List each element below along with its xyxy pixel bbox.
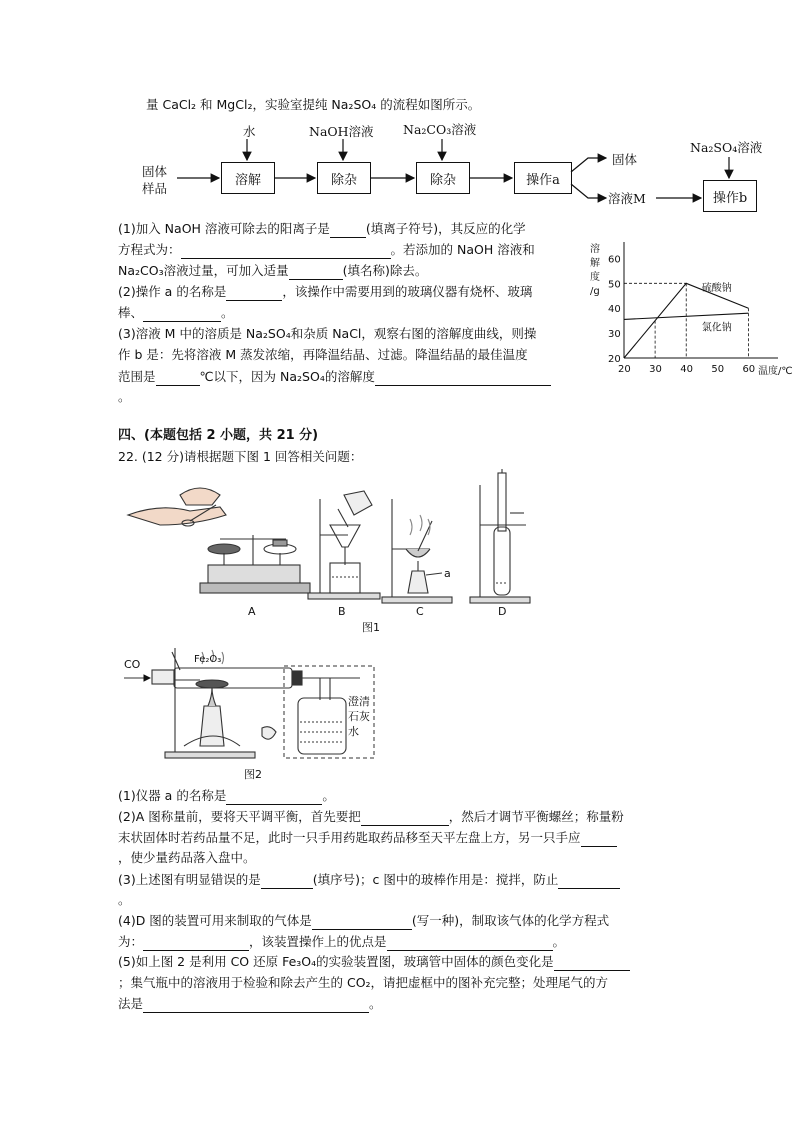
reagent-naoh: NaOH溶液 bbox=[309, 124, 374, 139]
flow-start-label: 固体 样品 bbox=[142, 164, 168, 196]
q22-line-7 bbox=[118, 912, 609, 930]
flow-arrows bbox=[0, 0, 794, 240]
y-tick-label: 20 bbox=[608, 354, 621, 365]
fig1-label-instrument-a: a bbox=[444, 567, 451, 580]
series-label-na2so4: 硫酸钠 bbox=[701, 282, 732, 294]
answer-blank[interactable] bbox=[554, 956, 630, 971]
answer-blank[interactable] bbox=[156, 371, 200, 386]
answer-blank[interactable] bbox=[143, 307, 221, 322]
y-tick-label: 30 bbox=[608, 329, 621, 341]
y-axis-title: 解 bbox=[590, 258, 600, 269]
series-label-nacl: 氯化钠 bbox=[701, 322, 732, 334]
figure-1 bbox=[120, 465, 540, 635]
q21-text: (填离子符号)，其反应的化学 bbox=[365, 221, 526, 236]
q22-text: 法是 bbox=[118, 996, 144, 1011]
x-tick-label: 30 bbox=[649, 364, 662, 375]
answer-blank[interactable] bbox=[375, 371, 551, 386]
q22-text: 末状固体时若药品量不足，此时一只手用药匙取药品移至天平左盘上方，另一只手应 bbox=[118, 830, 581, 845]
q22-line-5 bbox=[118, 871, 620, 889]
flow-box-purify-2: 除杂 bbox=[416, 162, 470, 194]
fig1-label-c: C bbox=[416, 605, 424, 618]
q22-line-2 bbox=[118, 808, 624, 826]
q21-text: (2)操作 a 的名称是 bbox=[118, 284, 227, 299]
q22-text: (4)D 图的装置可用来制取的气体是 bbox=[118, 913, 312, 928]
fig1-label-d: D bbox=[498, 605, 507, 618]
q22-line-10: ；集气瓶中的溶液用于检验和除去产生的 CO₂，请把虚框中的图补充完整；处理尾气的方 bbox=[118, 975, 609, 990]
evaporation-apparatus bbox=[382, 499, 452, 603]
balance-apparatus bbox=[128, 488, 310, 593]
x-tick-label: 50 bbox=[711, 364, 725, 375]
q21-text: ，该操作中需要用到的玻璃仪器有烧杯、玻璃 bbox=[282, 284, 533, 299]
intro-text: 量 CaCl₂ 和 MgCl₂，实验室提纯 Na₂SO₄ 的流程如图所示。 bbox=[146, 97, 481, 112]
flow-output-solution-m: 溶液M bbox=[608, 191, 646, 206]
answer-blank[interactable] bbox=[181, 244, 391, 259]
q21-text: (1)加入 NaOH 溶液可除去的阳离子是 bbox=[118, 221, 330, 236]
figure-2 bbox=[120, 640, 390, 785]
q22-text: ，然后才调节平衡螺丝；称量粉 bbox=[448, 809, 624, 824]
answer-blank[interactable] bbox=[330, 223, 366, 238]
q22-line-8 bbox=[118, 933, 565, 951]
filtration-apparatus bbox=[308, 491, 380, 599]
q21-line-8 bbox=[118, 368, 551, 386]
q21-line-3 bbox=[118, 262, 427, 280]
q21-text: 方程式为： bbox=[118, 242, 181, 257]
q21-text: ℃以下，因为 Na₂SO₄的溶解度 bbox=[199, 369, 375, 384]
solubility-chart bbox=[586, 238, 794, 388]
answer-blank[interactable] bbox=[261, 874, 313, 889]
x-tick-label: 20 bbox=[618, 364, 631, 375]
q22-text: 。 bbox=[322, 788, 335, 803]
flow-output-solid: 固体 bbox=[612, 152, 638, 167]
q21-text: 。 bbox=[221, 305, 234, 320]
q22-line-3 bbox=[118, 829, 617, 847]
fig1-label-a: A bbox=[248, 605, 256, 618]
q22-text: 。 bbox=[552, 934, 566, 949]
y-axis-title: 溶 bbox=[590, 244, 600, 255]
reagent-na2co3: Na₂CO₃溶液 bbox=[403, 122, 477, 137]
q22-intro: 22. (12 分)请根据题下图 1 回答相关问题： bbox=[118, 449, 363, 464]
answer-blank[interactable] bbox=[387, 936, 553, 951]
answer-blank[interactable] bbox=[226, 790, 322, 805]
flow-output-product: Na₂SO₄溶液 bbox=[690, 140, 763, 155]
q21-line-6: (3)溶液 M 中的溶质是 Na₂SO₄和杂质 NaCl，观察右图的溶解度曲线，则操 bbox=[118, 326, 537, 341]
answer-blank[interactable] bbox=[143, 936, 249, 951]
y-tick-label: 50 bbox=[608, 279, 621, 291]
fig2-bottle-label: 澄清 石灰 水 bbox=[348, 695, 370, 738]
flow-box-operation-b: 操作b bbox=[703, 180, 757, 212]
q22-line-9 bbox=[118, 953, 630, 971]
y-axis-title: 度 bbox=[590, 272, 600, 283]
answer-blank[interactable] bbox=[289, 265, 343, 280]
q22-text: (1)仪器 a 的名称是 bbox=[118, 788, 227, 803]
y-tick-label: 60 bbox=[608, 254, 621, 266]
q21-line-5 bbox=[118, 304, 234, 322]
y-tick-label: 40 bbox=[608, 304, 621, 316]
answer-blank[interactable] bbox=[361, 811, 449, 826]
q22-text: ，该装置操作上的优点是 bbox=[249, 934, 387, 949]
reagent-water: 水 bbox=[243, 124, 256, 139]
fig2-caption: 图2 bbox=[244, 768, 262, 781]
q21-line-1 bbox=[118, 220, 526, 238]
answer-blank[interactable] bbox=[312, 915, 412, 930]
q21-line-4 bbox=[118, 283, 532, 301]
q21-line-9: 。 bbox=[118, 389, 131, 404]
answer-blank[interactable] bbox=[558, 874, 620, 889]
q22-text: (填序号)；c 图中的玻棒作用是：搅拌，防止 bbox=[312, 872, 559, 887]
q21-text: 棒、 bbox=[118, 305, 144, 320]
q22-line-1 bbox=[118, 787, 335, 805]
answer-blank[interactable] bbox=[581, 832, 617, 847]
x-axis-title: 温度/℃ bbox=[758, 366, 793, 377]
q22-text: 为： bbox=[118, 934, 144, 949]
q21-line-7: 作 b 是：先将溶液 M 蒸发浓缩，再降温结晶、过滤。降温结晶的最佳温度 bbox=[118, 347, 528, 362]
q21-text: 。若添加的 NaOH 溶液和 bbox=[390, 242, 535, 257]
q22-line-11 bbox=[118, 995, 382, 1013]
gas-generator-apparatus bbox=[470, 469, 530, 603]
q22-line-4: ，使少量药品落入盘中。 bbox=[118, 850, 256, 865]
q22-text: (2)A 图称量前，要将天平调平衡，首先要把 bbox=[118, 809, 361, 824]
flow-box-operation-a: 操作a bbox=[514, 162, 572, 194]
section-4-title: 四、(本题包括 2 小题，共 21 分) bbox=[118, 428, 319, 443]
flow-box-purify-1: 除杂 bbox=[317, 162, 371, 194]
flow-box-dissolve: 溶解 bbox=[221, 162, 275, 194]
q22-line-6: 。 bbox=[118, 892, 131, 907]
q21-line-2 bbox=[118, 241, 535, 259]
q22-text: (写一种)，制取该气体的化学方程式 bbox=[411, 913, 610, 928]
fig1-caption: 图1 bbox=[362, 621, 380, 634]
q22-text: (3)上述图有明显错误的是 bbox=[118, 872, 261, 887]
q21-text: 范围是 bbox=[118, 369, 156, 384]
x-tick-label: 40 bbox=[680, 364, 693, 375]
answer-blank[interactable] bbox=[143, 998, 369, 1013]
x-tick-label: 60 bbox=[742, 364, 756, 375]
fig1-label-b: B bbox=[338, 605, 346, 618]
fig2-co-label: CO bbox=[124, 658, 141, 671]
q21-text: Na₂CO₃溶液过量，可加入适量 bbox=[118, 263, 289, 278]
answer-blank[interactable] bbox=[226, 286, 282, 301]
q22-text: (5)如上图 2 是利用 CO 还原 Fe₃O₄的实验装置图，玻璃管中固体的颜色变化是 bbox=[118, 954, 554, 969]
y-axis-title: /g bbox=[590, 286, 600, 297]
q22-text: 。 bbox=[369, 996, 382, 1011]
fig2-fe2o3-label: Fe₂O₃ bbox=[194, 654, 222, 665]
q21-text: (填名称)除去。 bbox=[342, 263, 428, 278]
